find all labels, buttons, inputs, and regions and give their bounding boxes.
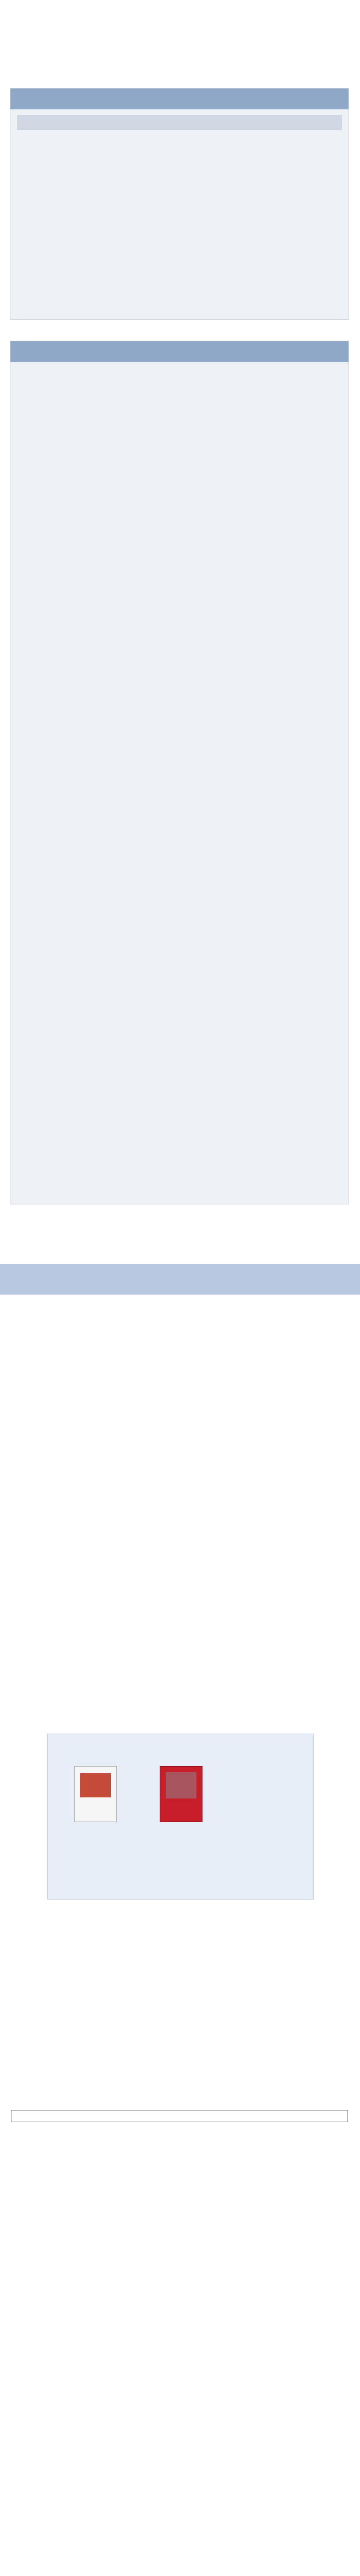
registration-banner [0,1264,360,1295]
book-cover-level0-art [80,1773,111,1797]
book-cover-level0 [74,1766,117,1822]
book-panel [47,1734,314,1900]
panel-evening [10,341,349,1204]
panel-evening-title [10,341,348,362]
level-header [17,115,342,130]
book-cover-level1 [160,1766,203,1822]
page-title-line1 [0,0,360,8]
panel-morning [10,88,349,320]
panel-morning-title [10,88,348,109]
book-cover-level1-art [166,1772,196,1798]
registration-body [10,1308,350,1381]
refund-notice [11,2110,348,2122]
page-header [0,0,360,82]
registration-body-2 [10,1920,350,1969]
